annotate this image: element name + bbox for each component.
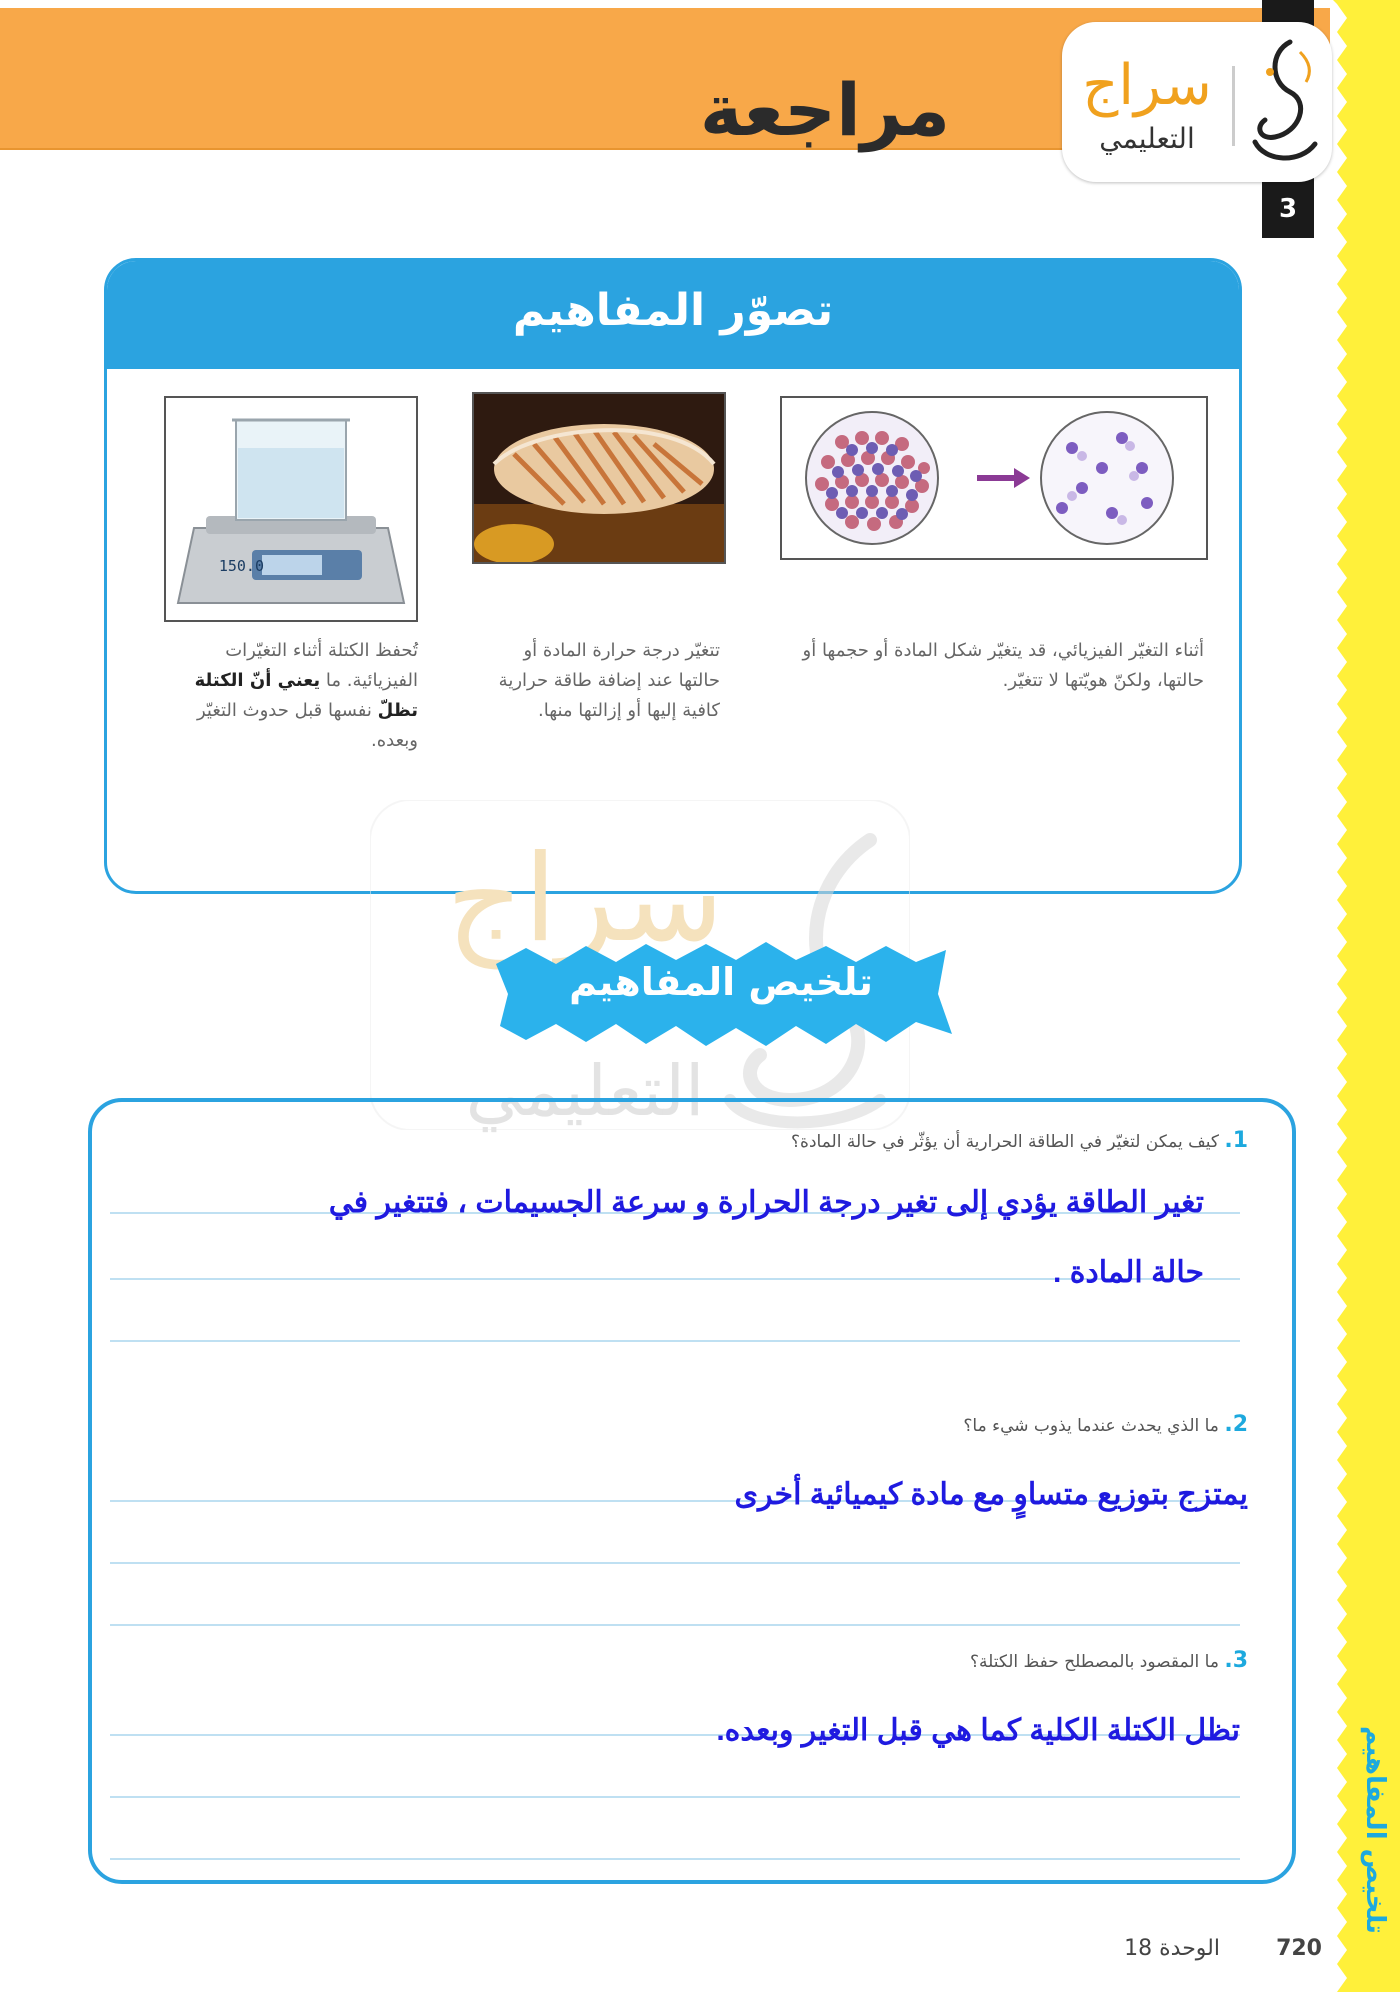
answer-2-line-1: يمتزج بتوزيع متساوٍ مع مادة كيميائية أخرى bbox=[734, 1478, 1248, 1511]
particles-diagram bbox=[780, 396, 1208, 560]
melting-photo bbox=[472, 392, 726, 564]
scale-photo-svg bbox=[166, 398, 416, 620]
answer-3-line-1: تظل الكتلة الكلية كما هي قبل التغير وبعده. bbox=[716, 1714, 1240, 1747]
answer-1-line-2: حالة المادة . bbox=[1053, 1256, 1204, 1289]
watermark-main: سراج bbox=[446, 830, 724, 969]
chapter-tab-number: 3 bbox=[1278, 194, 1298, 224]
unit-label: الوحدة 18 bbox=[1124, 1936, 1220, 1961]
question-3-text: ما المقصود بالمصطلح حفظ الكتلة؟ bbox=[969, 1652, 1219, 1672]
caption-mass-text-bold: يعني أنّ الكتلة تظلّ bbox=[194, 670, 418, 721]
page-title: مراجعة bbox=[699, 68, 951, 152]
caption-mass-conservation bbox=[168, 636, 418, 756]
logo-sub-text: التعليمي bbox=[1099, 122, 1195, 155]
ruled-line bbox=[110, 1624, 1240, 1626]
watermark-sub: التعليمي bbox=[465, 1050, 705, 1132]
question-1-text: كيف يمكن لتغيّر في الطاقة الحرارية أن يؤثّر في حالة المادة؟ bbox=[791, 1132, 1219, 1152]
page-number: 720 bbox=[1276, 1936, 1322, 1961]
question-1 bbox=[791, 1128, 1248, 1153]
melting-photo-svg bbox=[474, 394, 724, 562]
caption-thermal-energy: تتغيّر درجة حرارة المادة أو حالتها عند إضافة طاقة حرارية كافية إليها أو إزالتها منها. bbox=[498, 640, 720, 721]
question-3 bbox=[970, 1648, 1248, 1673]
concepts-title: تصوّر المفاهيم bbox=[512, 285, 834, 336]
question-1-number: 1. bbox=[1224, 1128, 1248, 1153]
calligraphy-logo-icon bbox=[1240, 32, 1326, 172]
ruled-line bbox=[110, 1562, 1240, 1564]
question-2-number: 2. bbox=[1224, 1412, 1248, 1437]
answer-1-line-1: تغير الطاقة يؤدي إلى تغير درجة الحرارة و سرعة الجسيمات ، فتتغير في bbox=[328, 1186, 1204, 1219]
question-2-text: ما الذي يحدث عندما يذوب شيء ما؟ bbox=[963, 1416, 1219, 1436]
particles-diagram-svg bbox=[782, 398, 1206, 558]
caption-mass-text-b: نفسها قبل حدوث التغيّر وبعده. bbox=[196, 700, 418, 751]
summary-title: تلخيص المفاهيم bbox=[569, 960, 873, 1004]
side-label: تلخيص المفاهيم bbox=[1360, 1726, 1390, 1934]
logo-main-text: سراج bbox=[1082, 53, 1212, 118]
scale-photo bbox=[164, 396, 418, 622]
brand-logo bbox=[1062, 22, 1332, 182]
question-3-number: 3. bbox=[1224, 1648, 1248, 1673]
logo-divider bbox=[1232, 66, 1235, 146]
scale-reading: 150.0 bbox=[218, 557, 264, 575]
ruled-line bbox=[110, 1858, 1240, 1860]
caption-physical-change: أثناء التغيّر الفيزيائي، قد يتغيّر شكل المادة أو حجمها أو حالتها، ولكنّ هويّتها لا تتغيّر. bbox=[802, 640, 1204, 691]
ruled-line bbox=[110, 1340, 1240, 1342]
caption-mass-text-a: تُحفظ الكتلة أثناء التغيّرات الفيزيائية. ما bbox=[225, 640, 418, 691]
question-2 bbox=[963, 1412, 1248, 1437]
ruled-line bbox=[110, 1796, 1240, 1798]
